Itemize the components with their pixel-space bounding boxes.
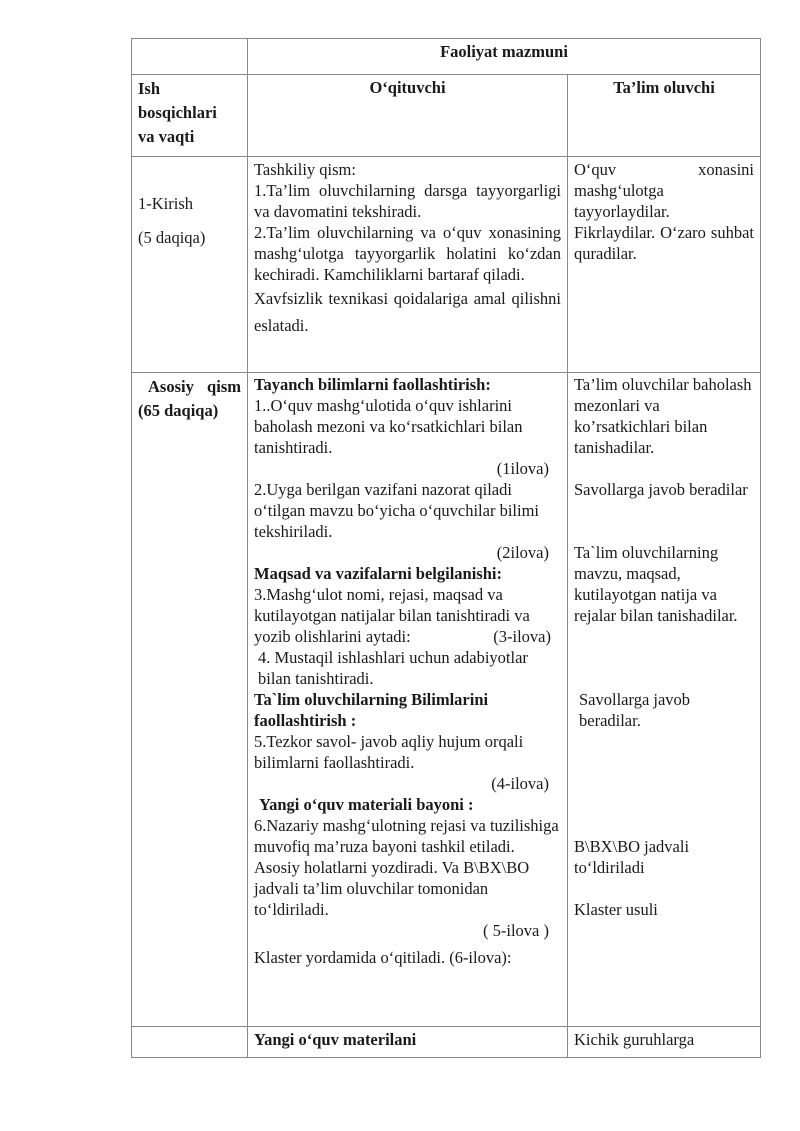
student-activity-cell: O‘quv xonasini mashg‘ulotga tayyorlaydilar. Fikrlaydilar. O‘zaro suhbat quradilar. <box>568 157 761 373</box>
student-header: Ta’lim oluvchi <box>568 75 761 157</box>
student-activity-cell: Ta’lim oluvchilar baholash mezonlari va ko’rsatkichlari bilan tanishadilar. Savollarga javob beradilar Ta`lim oluvchilarning mavzu, maqsad, kutilayotgan natija va rejalar bilan tanishadilar. Savollarga javob beradilar. B\BX\BO jadvali to‘ldiriladi Klaster usuli <box>568 373 761 1027</box>
stage-time: (5 daqiqa) <box>138 228 206 247</box>
teacher-activity-cell: Yangi o‘quv materilani <box>248 1027 568 1058</box>
stage-cell <box>132 1027 248 1058</box>
column-header-row <box>132 75 761 157</box>
empty-header-cell <box>132 39 248 75</box>
table-row <box>132 373 761 1027</box>
teacher-header: O‘qituvchi <box>248 75 568 157</box>
table-header-row <box>132 39 761 75</box>
activity-content-header: Faoliyat mazmuni <box>248 39 761 75</box>
stage-cell <box>132 373 248 1027</box>
teacher-activity-cell: Tayanch bilimlarni faollashtirish: 1..O‘quv mashg‘ulotida o‘quv ishlarini baholash mezoni va ko‘rsatkichlari bilan tanishtiradi. (1ilova) 2.Uyga berilgan vazifani nazorat qiladi o‘tilgan mavzu bo‘yicha o‘quvchilar bilimi tekshiriladi. (2ilova) Maqsad va vazifalarni belgilanishi: 3.Mashg‘ulot nomi, rejasi, maqsad va kutilayotgan natijalar bilan tanishtiradi va yozib olishlarini aytadi: (3-ilova) 4. Mustaqil ishlashlari uchun adabiyotlar bilan tanishtiradi. Ta`lim oluvchilarning Bilimlarini faollashtirish : 5.Tezkor savol- javob aqliy hujum orqali bilimlarni faollashtiradi. (4-ilova) Yangi o‘quv materiali bayoni : 6.Nazariy mashg‘ulotning rejasi va tuzilishiga muvofiq ma’ruza bayoni tashkil etiladi. Asosiy holatlarni yozdiradi. Va B\BX\BO jadvali ta’lim oluvchilar tomonidan to‘ldiriladi. ( 5-ilova ) Klaster yordamida o‘qitiladi. (6-ilova): <box>248 373 568 1027</box>
stage-name: Asosiy qism <box>148 377 241 396</box>
lesson-plan-table <box>131 38 761 1058</box>
teacher-activity-cell: Tashkiliy qism: 1.Ta’lim oluvchilarning darsga tayyorgarligi va davomatini tekshiradi. 2.Ta’lim oluvchilarning va o‘quv xonasining mashg‘ulotga tayyorgarlik holatini ko‘zdan kechiradi. Kamchiliklarni bartaraf qiladi. Xavfsizlik texnikasi qoidalariga amal qilishni eslatadi. <box>248 157 568 373</box>
table-row <box>132 1027 761 1058</box>
stage-name: 1-Kirish <box>138 194 193 213</box>
stage-cell <box>132 157 248 373</box>
stage-time: (65 daqiqa) <box>138 401 219 420</box>
table-row <box>132 157 761 373</box>
student-activity-cell: Kichik guruhlarga <box>568 1027 761 1058</box>
stage-time-header: Ish bosqichlari va vaqti <box>132 75 248 157</box>
